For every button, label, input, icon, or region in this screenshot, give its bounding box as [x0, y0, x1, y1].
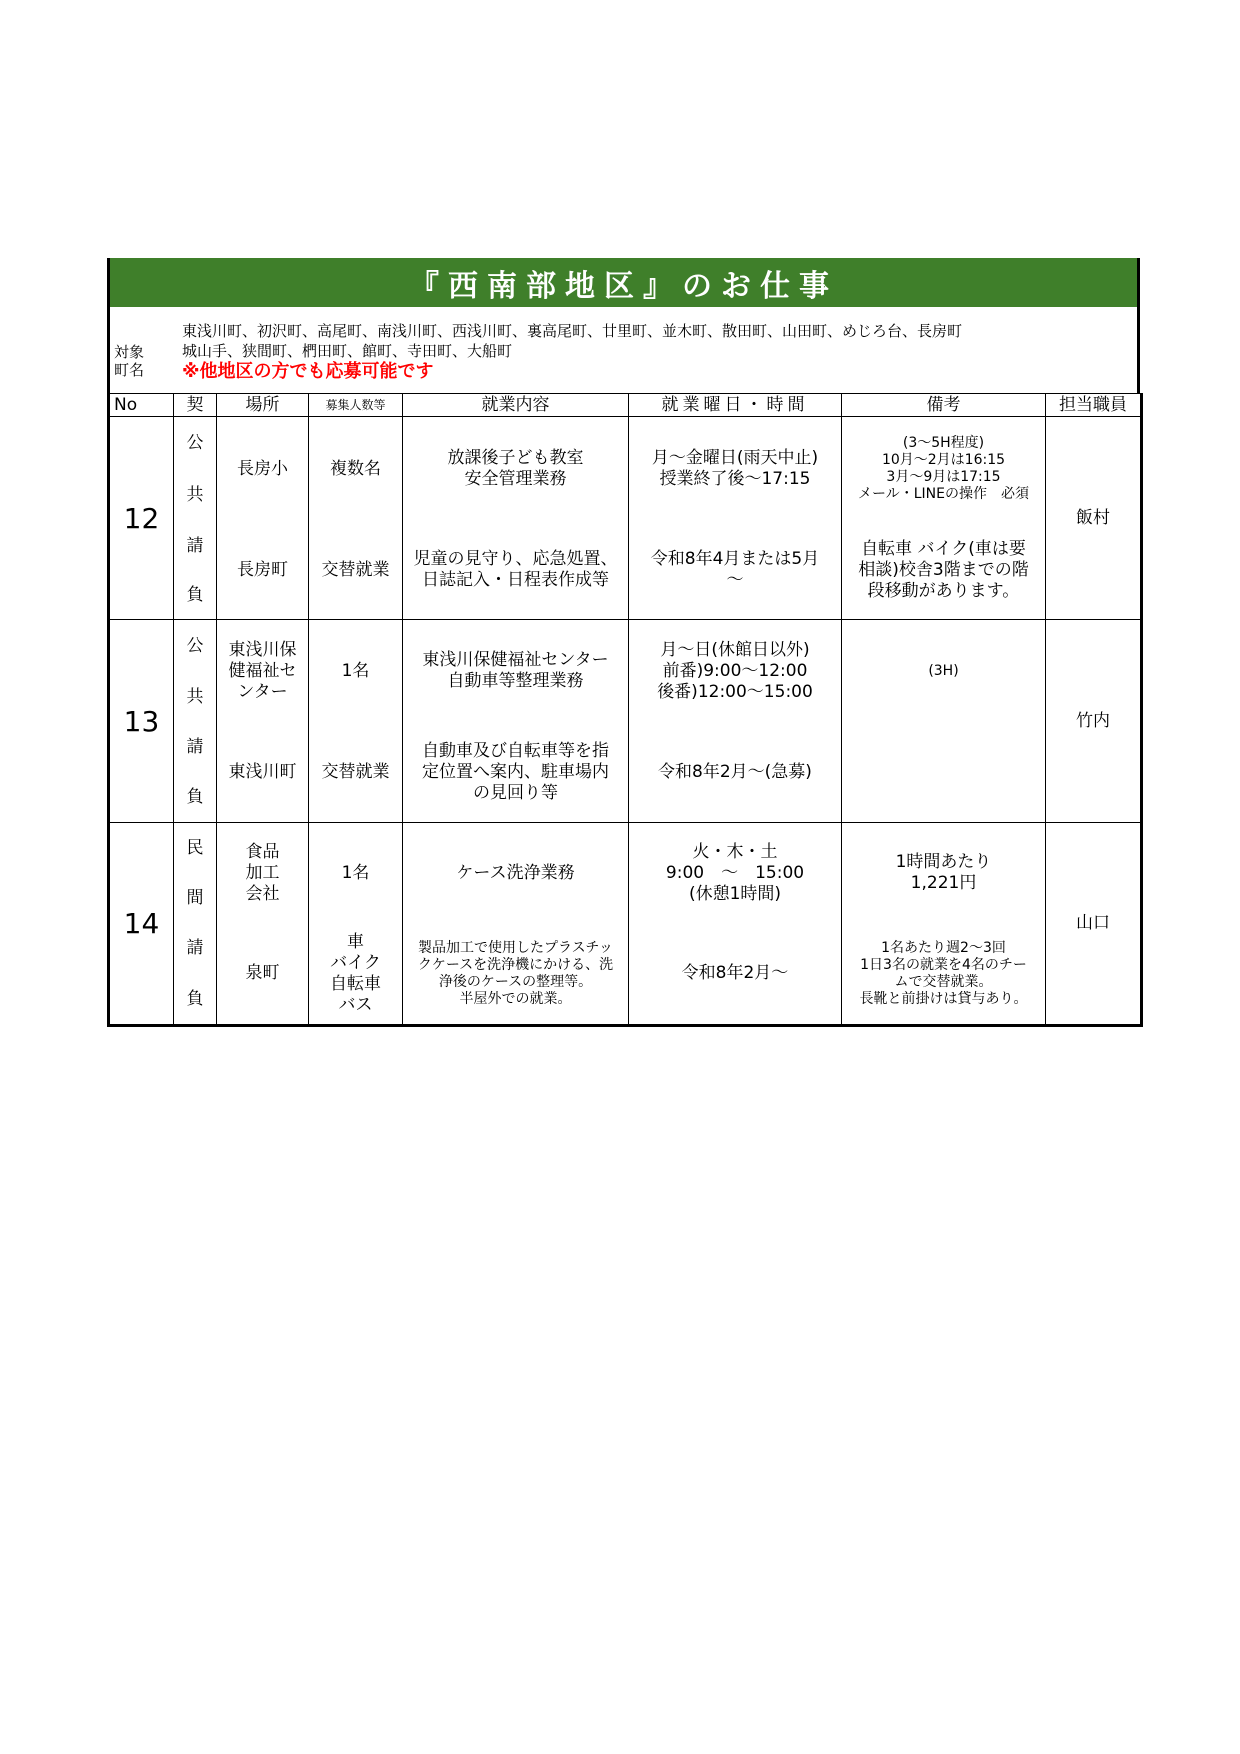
- header-schedule: 就業曜日・時間: [629, 394, 842, 417]
- work-detail: 製品加工で使用したプラスチッ クケースを洗浄機にかける、洗 浄後のケースの整理等。 半屋外での就業。: [417, 939, 614, 1007]
- remarks-bottom: 1名あたり週2～3回 1日3名の就業を4名のチー ムで交替就業。 長靴と前掛けは貸与あり。: [859, 939, 1028, 1007]
- recruit-note: 車 バイク 自転車 バス: [330, 931, 381, 1015]
- job-number: 14: [109, 823, 174, 1026]
- table-row: [109, 417, 1142, 620]
- work-title: 東浅川保健福祉センター 自動車等整理業務: [422, 650, 609, 691]
- recruit-count: 1名: [341, 660, 370, 681]
- staff-name: 竹内: [1046, 620, 1142, 823]
- schedule-cell: [629, 620, 842, 823]
- job-number: 12: [109, 417, 174, 620]
- work-detail: 自動車及び自転車等を指 定位置へ案内、駐車場内 の見回り等: [422, 740, 609, 803]
- table-header-row: [109, 394, 1142, 417]
- schedule-hours: 火・木・土 9:00 ～ 15:00 (休憩1時間): [665, 841, 805, 904]
- header-staff: 担当職員: [1046, 394, 1142, 417]
- header-kei: 契: [174, 394, 217, 417]
- recruit-note: 交替就業: [321, 761, 390, 782]
- place-cell: [217, 620, 309, 823]
- place-cell: [217, 823, 309, 1026]
- header-recruit: 募集人数等: [309, 394, 403, 417]
- recruit-note: 交替就業: [321, 559, 390, 580]
- schedule-hours: 月～金曜日(雨天中止) 授業終了後～17:15: [651, 448, 819, 489]
- remarks-top: (3H): [928, 662, 959, 679]
- job-number: 13: [109, 620, 174, 823]
- schedule-start: 令和8年2月～(急募): [658, 761, 812, 782]
- contract-type: 公 共 請 負: [174, 620, 217, 823]
- remarks-top: (3～5H程度) 10月～2月は16:15 3月～9月は17:15 メール・LINEの操作 必須: [858, 435, 1029, 502]
- header-no: No: [109, 394, 174, 417]
- page-title: 『西南部地区』のお仕事: [107, 258, 1140, 307]
- towns-line-2: 城山手、狭間町、椚田町、館町、寺田町、大船町: [182, 342, 513, 360]
- place-cell: [217, 417, 309, 620]
- recruit-cell: [309, 620, 403, 823]
- contract-type: 民 間 請 負: [174, 823, 217, 1026]
- towns-line-1: 東浅川町、初沢町、高尾町、南浅川町、西浅川町、裏高尾町、廿里町、並木町、散田町、山田町、めじろ台、長房町: [182, 322, 963, 340]
- staff-name: 飯村: [1046, 417, 1142, 620]
- schedule-start: 令和8年2月～: [681, 963, 789, 983]
- work-detail: 児童の見守り、応急処置、 日誌記入・日程表作成等: [413, 549, 618, 590]
- target-towns: [182, 321, 962, 383]
- area-note: ※他地区の方でも応募可能です: [182, 361, 434, 382]
- work-title: 放課後子ども教室 安全管理業務: [447, 448, 584, 489]
- remarks-cell: [842, 417, 1046, 620]
- job-sheet: [107, 258, 1140, 1027]
- schedule-cell: [629, 823, 842, 1026]
- place-town: 東浅川町: [228, 761, 297, 782]
- schedule-start: 令和8年4月または5月 ～: [650, 549, 820, 590]
- target-area-label: 対象 町名: [114, 343, 145, 379]
- table-row: [109, 823, 1142, 1026]
- remarks-bottom: 自転車 バイク(車は要 相談)校舎3階までの階 段移動があります。: [858, 538, 1029, 601]
- work-cell: [403, 417, 629, 620]
- header-remarks: 備考: [842, 394, 1046, 417]
- contract-type: 公 共 請 負: [174, 417, 217, 620]
- remarks-top: 1時間あたり 1,221円: [895, 852, 992, 893]
- work-cell: [403, 823, 629, 1026]
- schedule-hours: 月～日(休館日以外) 前番)9:00～12:00 後番)12:00～15:00: [657, 639, 813, 702]
- target-area-box: [107, 307, 1140, 393]
- work-cell: [403, 620, 629, 823]
- schedule-cell: [629, 417, 842, 620]
- remarks-bottom: [844, 722, 1043, 822]
- place-name: 長房小: [237, 458, 288, 479]
- recruit-cell: [309, 823, 403, 1026]
- table-row: [109, 620, 1142, 823]
- place-name: 食品 加工 会社: [245, 841, 280, 904]
- header-place: 場所: [217, 394, 309, 417]
- remarks-cell: [842, 620, 1046, 823]
- recruit-count: 1名: [341, 862, 370, 883]
- recruit-count: 複数名: [330, 458, 381, 479]
- recruit-cell: [309, 417, 403, 620]
- staff-name: 山口: [1046, 823, 1142, 1026]
- place-town: 長房町: [237, 559, 288, 580]
- header-work: 就業内容: [403, 394, 629, 417]
- place-name: 東浅川保 健福祉セ ンター: [228, 639, 297, 702]
- work-title: ケース洗浄業務: [456, 862, 575, 883]
- jobs-table: [107, 393, 1143, 1027]
- remarks-cell: [842, 823, 1046, 1026]
- place-town: 泉町: [245, 963, 280, 983]
